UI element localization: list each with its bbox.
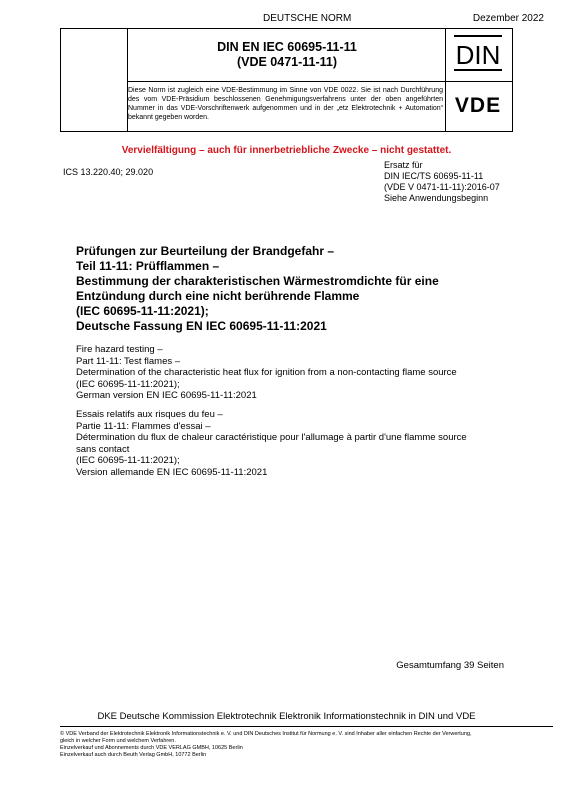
title-line: Teil 11-11: Prüfflammen –	[76, 259, 220, 273]
total-pages: Gesamtumfang 39 Seiten	[396, 660, 504, 671]
title-line: (IEC 60695-11-11:2021);	[76, 455, 180, 466]
din-logo	[446, 32, 510, 74]
title-line: Version allemande EN IEC 60695-11-11:2021	[76, 466, 268, 478]
replacement-info	[384, 160, 500, 204]
replacement-line: Siehe Anwendungsbeginn	[384, 193, 489, 203]
title-english	[76, 344, 516, 402]
norm-label: DEUTSCHE NORM	[263, 13, 352, 24]
title-line: Essais relatifs aux risques du feu –	[76, 409, 223, 420]
copyright-line: © VDE Verband der Elektrotechnik Elektronik Informationstechnik e. V. und DIN Deutsches Institut für Normung e. V. sind Inhaber aller einfachen Rechte der Verwertung,	[60, 731, 472, 737]
copyright-line: Einzelverkauf auch durch Beuth Verlag GmbH, 10772 Berlin	[60, 752, 207, 758]
footer-divider	[60, 726, 553, 727]
dke-line: DKE Deutsche Kommission Elektrotechnik Elektronik Informationstechnik in DIN und VDE	[97, 711, 476, 722]
replacement-line: (VDE V 0471-11-11):2016-07	[384, 182, 500, 192]
vde-logo: VDE	[454, 94, 502, 117]
title-line: German version EN IEC 60695-11-11:2021	[76, 390, 257, 401]
title-line: Partie 11-11: Flammes d'essai –	[76, 420, 211, 432]
vde-number: (VDE 0471-11-11)	[236, 55, 338, 69]
title-line: Détermination du flux de chaleur caractéristique pour l'allumage à partir d'une flamme source	[76, 432, 467, 443]
copyright-line: Einzelverkauf und Abonnements durch VDE VERLAG GMBH, 10625 Berlin	[60, 745, 243, 751]
copyright-block	[60, 731, 560, 759]
copy-warning: Vervielfältigung – auch für innerbetriebliche Zwecke – nicht gestattet.	[121, 145, 452, 156]
title-line: (IEC 60695-11-11:2021);	[76, 304, 209, 318]
publication-date: Dezember 2022	[472, 13, 544, 24]
title-line: Bestimmung der charakteristischen Wärmestromdichte für eine	[76, 274, 439, 288]
standard-number-block	[127, 40, 447, 70]
title-german	[76, 244, 496, 334]
copyright-line: gleich in welcher Form und welchem Verfahren.	[60, 738, 176, 744]
replacement-line: DIN IEC/TS 60695-11-11	[384, 171, 484, 181]
title-line: (IEC 60695-11-11:2021);	[76, 378, 180, 390]
divider-middle	[127, 81, 512, 82]
title-line: Prüfungen zur Beurteilung der Brandgefahr –	[76, 244, 335, 258]
title-line: Entzündung durch eine nicht berührende Flamme	[76, 289, 360, 303]
replacement-line: Ersatz für	[384, 160, 423, 170]
standard-number: DIN EN IEC 60695-11-11	[217, 40, 357, 54]
title-line: Determination of the characteristic heat flux for ignition from a non-contacting flame source	[76, 367, 457, 378]
title-line: Fire hazard testing –	[76, 344, 163, 355]
vde-note: Diese Norm ist zugleich eine VDE-Bestimmung im Sinne von VDE 0022. Sie ist nach Durchführung des vom VDE-Präsidium beschlossenen Genehmigungsverfahrens unter der oben angeführten Nummer in das VDE-Vorschriftenwerk aufgenommen und in der „etz Elektrotechnik + Automation“ bekannt gegeben worden.	[128, 87, 443, 121]
ics-code: ICS 13.220.40; 29.020	[63, 167, 154, 177]
title-french	[76, 409, 516, 478]
title-line: sans contact	[76, 443, 130, 455]
title-line: Deutsche Fassung EN IEC 60695-11-11:2021	[76, 319, 327, 333]
din-logo-text: DIN	[455, 40, 501, 70]
title-line: Part 11-11: Test flames –	[76, 355, 181, 367]
